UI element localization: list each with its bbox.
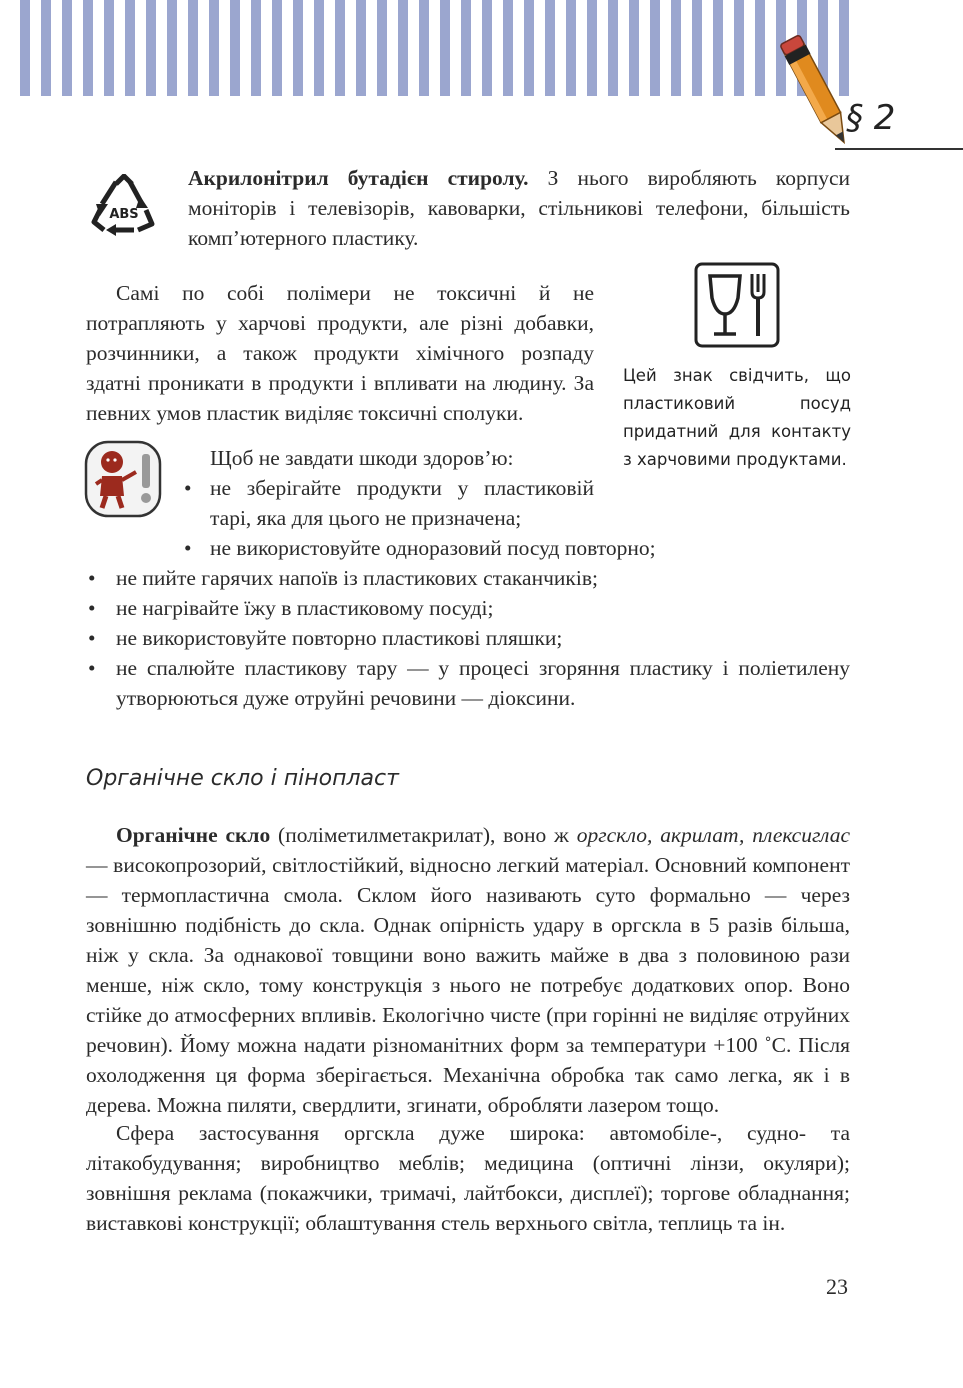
abs-icon-label: ABS — [109, 207, 139, 222]
toxicity-paragraph — [86, 278, 594, 428]
food-sign-caption: Цей знак свідчить, що пластиковий посуд придатний для контакту з харчовими продуктами. — [623, 366, 851, 469]
plexiglass-paragraph — [86, 820, 850, 1120]
applications-paragraph — [86, 1118, 850, 1238]
glass-and-fork-icon — [694, 262, 780, 348]
list-item: • не використовуйте повторно пластикові пляшки; — [88, 626, 563, 650]
section-mark: § 2 — [846, 98, 896, 138]
abs-recycling-icon — [90, 174, 158, 236]
list-item: • не використовуйте одноразовий посуд повторно; — [184, 536, 656, 560]
list-item: • не нагрівайте їжу в пластиковому посуді; — [88, 596, 494, 620]
section-heading: Органічне скло і пінопласт — [86, 766, 399, 791]
plexiglass-term: Органічне скло — [116, 823, 271, 847]
page-number: 23 — [826, 1274, 848, 1299]
header-stripes — [20, 0, 850, 96]
plexiglass-text-2: — високопрозорий, світлостійкий, відносно легкий матеріал. Основний компонент — термопластична смола. Склом його називають суто формально — через зовнішню подібність до скла. Однак опірність удару в оргскла в 5 разів більша, ніж у скла. За однакової товщини воно важить майже в два з половиною рази менше, ніж скло, тому конструкція з нього не потребує додаткових опор. Воно стійке до атмосферних впливів. Екологічно чисте (при горінні не виділяє отруйних речовин). Йому можна надати різноманітних форм за температури +100 ˚С. Після охолодження ця форма зберігається. Механічна обробка так само легка, як і в дерева. Можна пиляти, свердлити, згинати, обробляти лазером тощо. — [86, 853, 850, 1117]
abs-paragraph — [188, 163, 850, 253]
list-item: • не зберігайте продукти у пластиковій тарі, яка для цього не призначена; — [184, 476, 594, 530]
pencil-icon — [770, 30, 870, 160]
list-item: • не спалюйте пластикову тару — у процесі згоряння пластику і поліетилену утворюються дуже отруйні речовини — діоксини. — [88, 656, 850, 710]
abs-text: З нього виробляють корпуси моніторів і телевізорів, кавоварки, стільникові телефони, більшість комп’ютерного пластику. — [188, 166, 850, 250]
applications-text: Сфера застосування оргскла дуже широка: автомобіле-, судно- та літакобудування; виробництво меблів; медицина (оптичні лінзи, окуляри); зовнішня реклама (покажчики, тримачі, лайтбокси, дисплеї); торгове обладнання; виставкові конструкції; облаштування стель верхнього світла, теплиць та ін. — [86, 1121, 850, 1235]
warning-teacher-icon — [84, 440, 162, 518]
plexiglass-synonyms: оргскло, акрилат, плексиглас — [576, 823, 850, 847]
list-item: • не пийте гарячих напоїв із пластикових стаканчиків; — [88, 566, 598, 590]
plexiglass-text-1: (поліметилметакрилат), воно ж — [270, 823, 577, 847]
advice-intro: Щоб не завдати шкоди здоров’ю: — [210, 446, 514, 470]
abs-title: Акрилонітрил бутадієн стиролу. — [188, 166, 529, 190]
toxicity-text: Самі по собі полімери не токсичні й не потрапляють у харчові продукти, але різні добавки, розчинники, а також продукти хімічного розпаду здатні проникати в продукти і впливати на людину. За певних умов пластик виділяє токсичні сполуки. — [86, 281, 594, 425]
